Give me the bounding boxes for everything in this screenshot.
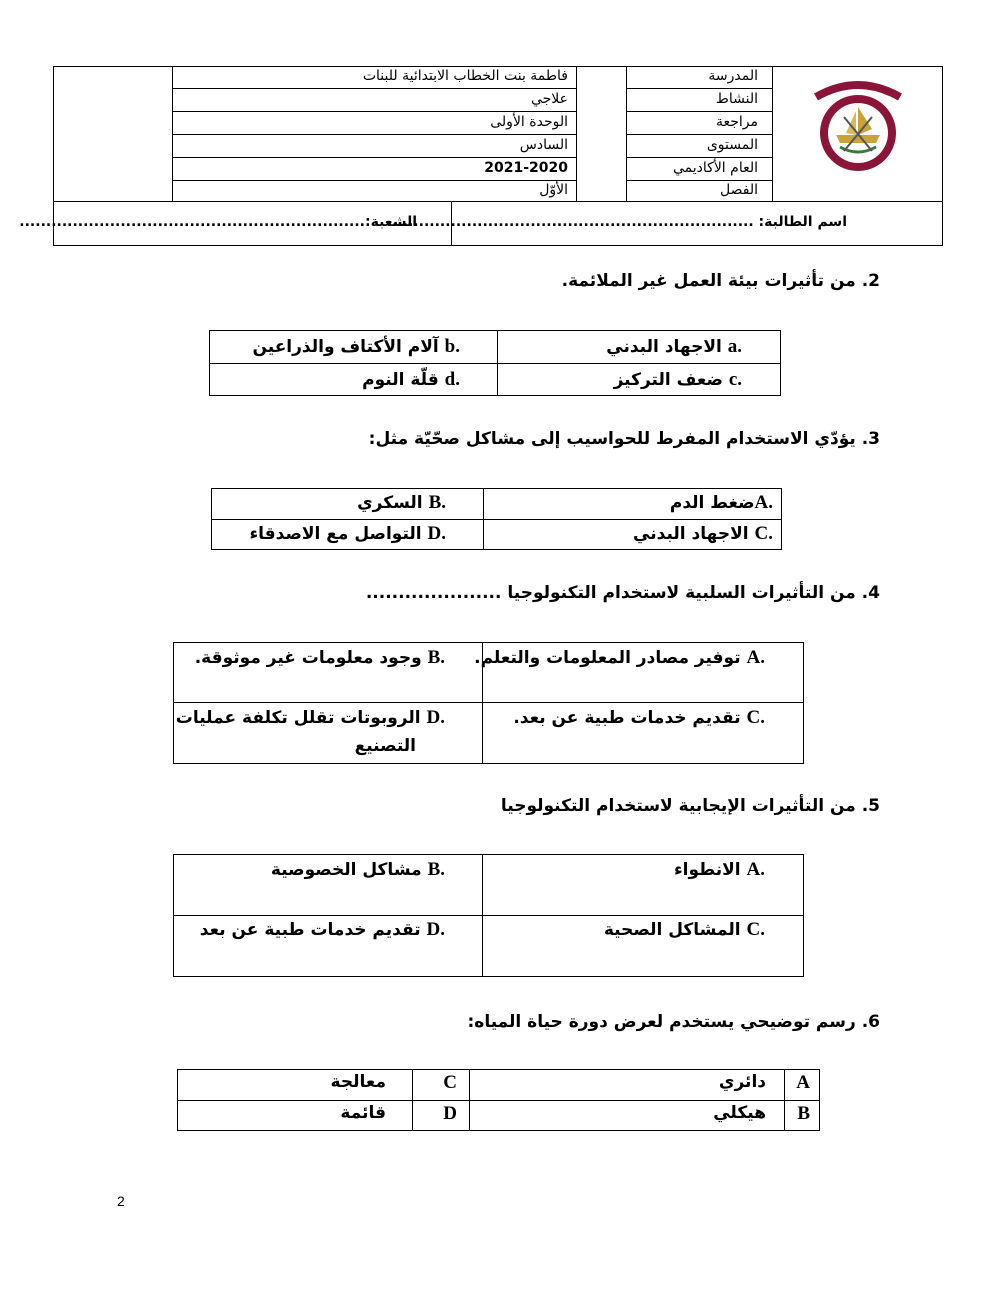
- header-value-level: السادس: [519, 137, 568, 153]
- header-label-level: المستوى: [706, 137, 758, 153]
- question-6-option-a[interactable]: دائري: [718, 1072, 766, 1092]
- question-5-option-b[interactable]: B. مشاكل الخصوصية: [270, 859, 445, 880]
- question-2-option-b[interactable]: b. آلام الأكتاف والذراعين: [252, 336, 460, 357]
- header-value-year: 2021-2020: [484, 160, 568, 176]
- question-2-option-c[interactable]: c. ضعف التركيز: [613, 369, 742, 390]
- question-4-option-b[interactable]: B. وجود معلومات غير موثوقة.: [194, 647, 445, 668]
- question-3-option-b[interactable]: B. السكري: [357, 492, 446, 513]
- question-5-option-c[interactable]: C. المشاكل الصحية: [603, 919, 765, 940]
- header-value-activity: علاجي: [530, 91, 568, 107]
- header-label-term: الفصل: [720, 182, 758, 198]
- section-field[interactable]: الشعبة:.................................................................: [19, 214, 417, 230]
- question-6-letter-b[interactable]: B: [797, 1103, 810, 1124]
- header-label-year: العام الأكاديمي: [673, 160, 758, 176]
- question-5-option-a[interactable]: A. الانطواء: [673, 859, 765, 880]
- student-name-field[interactable]: اسم الطالبة: .....................................................................: [386, 214, 847, 230]
- question-2-title: 2. من تأثيرات بيئة العمل غير الملائمة.: [561, 271, 880, 291]
- question-3-option-a[interactable]: A.ضغط الدم: [669, 492, 773, 513]
- question-6-title: 6. رسم توضيحي يستخدم لعرض دورة حياة المياه:: [467, 1012, 880, 1032]
- question-6-letter-d[interactable]: D: [443, 1103, 457, 1124]
- question-6-option-b[interactable]: هيكلي: [713, 1103, 766, 1123]
- question-2-option-a[interactable]: a. الاجهاد البدني: [606, 336, 742, 357]
- qatar-ministry-logo: [796, 77, 916, 187]
- question-3-title: 3. يؤدّي الاستخدام المفرط للحواسيب إلى مشاكل صحّيّة مثل:: [368, 429, 880, 449]
- question-3-option-d[interactable]: D. التواصل مع الاصدقاء: [249, 523, 446, 544]
- header-label-school: المدرسة: [708, 68, 758, 84]
- header-label-review: مراجعة: [715, 114, 758, 130]
- question-6-letter-c[interactable]: C: [443, 1072, 457, 1093]
- header-row-divider: [53, 201, 943, 202]
- question-3-option-c[interactable]: C. الاجهاد البدني: [633, 523, 773, 544]
- header-value-school: فاطمة بنت الخطاب الابتدائية للبنات: [362, 68, 568, 84]
- question-6-option-c[interactable]: معالجة: [330, 1072, 386, 1092]
- question-2-option-d[interactable]: d. قلّة النوم: [362, 369, 460, 390]
- question-4-option-d[interactable]: D. الروبوتات تقلل تكلفة عمليات: [175, 707, 445, 728]
- header-value-term: الأوّل: [539, 182, 568, 198]
- question-5-option-d[interactable]: D. تقديم خدمات طبية عن بعد: [199, 919, 445, 940]
- question-4-option-a[interactable]: A. توفير مصادر المعلومات والتعلم.: [474, 647, 765, 668]
- question-4-title: 4. من التأثيرات السلبية لاستخدام التكنولوجيا .....................: [365, 583, 880, 603]
- header-label-activity: النشاط: [715, 91, 758, 107]
- question-6-letter-a[interactable]: A: [796, 1072, 810, 1093]
- question-4-option-d-line2: التصنيع: [354, 736, 416, 756]
- page-number: 2: [117, 1193, 125, 1209]
- question-5-title: 5. من التأثيرات الإيجابية لاستخدام التكنولوجيا: [500, 796, 880, 816]
- header-value-review: الوحدة الأولى: [490, 114, 568, 130]
- question-6-option-d[interactable]: قائمة: [340, 1103, 386, 1123]
- question-4-option-c[interactable]: C. تقديم خدمات طبية عن بعد.: [513, 707, 765, 728]
